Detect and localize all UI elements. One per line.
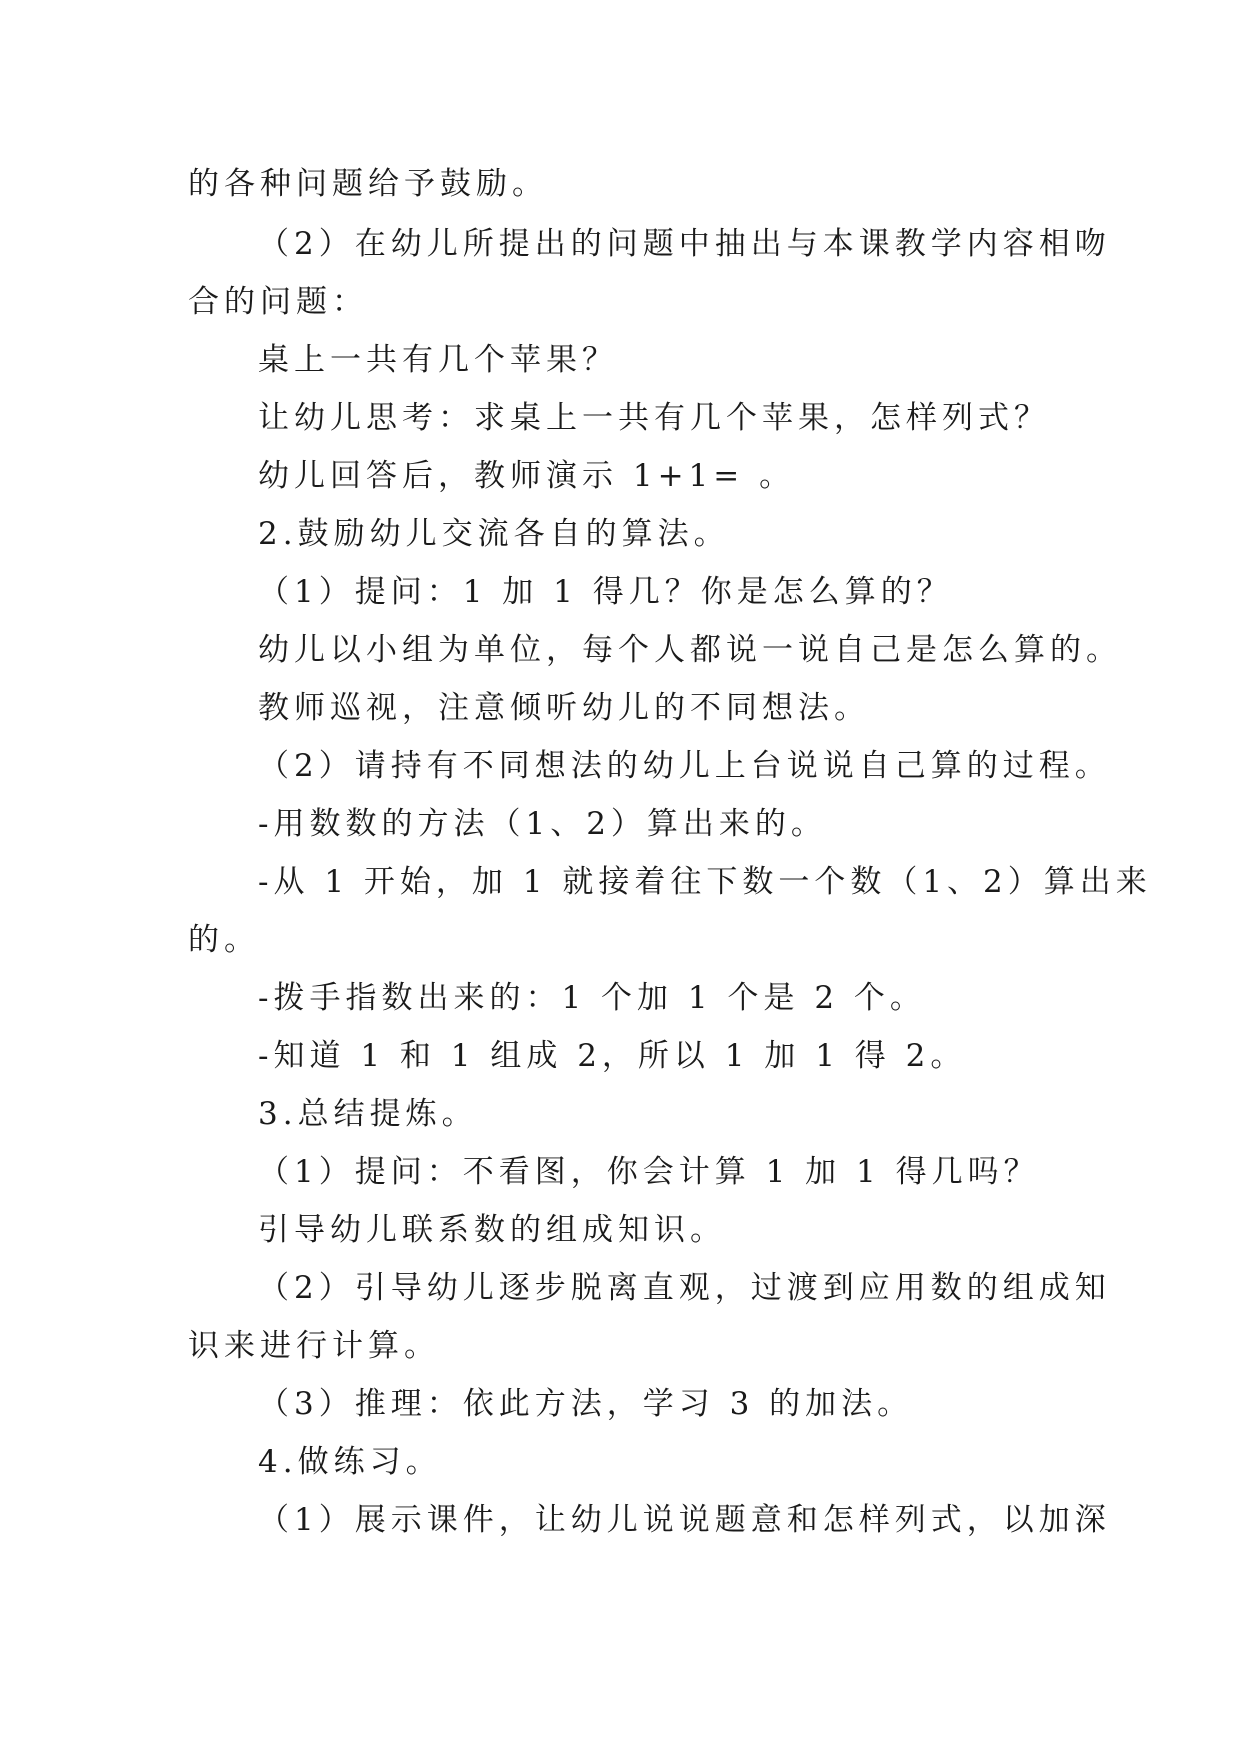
text-line: 识来进行计算。 (188, 1328, 440, 1364)
text-line: （1）提问：1 加 1 得几？你是怎么算的？ (258, 574, 953, 610)
text-line: 2.鼓励幼儿交流各自的算法。 (258, 516, 730, 552)
text-line: -拨手指数出来的：1 个加 1 个是 2 个。 (258, 980, 926, 1016)
text-line: 的。 (188, 922, 260, 958)
text-line: （2）引导幼儿逐步脱离直观，过渡到应用数的组成知 (258, 1270, 1111, 1306)
text-line: 教师巡视，注意倾听幼儿的不同想法。 (258, 690, 870, 726)
text-line: -从 1 开始，加 1 就接着往下数一个数（1、2）算出来 (258, 864, 1152, 900)
text-line: 合的问题： (188, 284, 368, 320)
text-line: 桌上一共有几个苹果？ (258, 342, 618, 378)
text-line: 3.总结提炼。 (258, 1096, 478, 1132)
text-line: （3）推理：依此方法，学习 3 的加法。 (258, 1386, 914, 1422)
text-line: （2）在幼儿所提出的问题中抽出与本课教学内容相吻 (258, 226, 1111, 262)
text-line: -知道 1 和 1 组成 2，所以 1 加 1 得 2。 (258, 1038, 967, 1074)
text-line: 幼儿回答后，教师演示 1+1= 。 (258, 458, 796, 494)
text-line: （1）展示课件，让幼儿说说题意和怎样列式，以加深 (258, 1502, 1111, 1538)
text-line: 让幼儿思考：求桌上一共有几个苹果，怎样列式？ (258, 400, 1050, 436)
text-line: 引导幼儿联系数的组成知识。 (258, 1212, 726, 1248)
text-line: 幼儿以小组为单位，每个人都说一说自己是怎么算的。 (258, 632, 1122, 668)
text-line: （1）提问：不看图，你会计算 1 加 1 得几吗？ (258, 1154, 1040, 1190)
text-line: 的各种问题给予鼓励。 (188, 166, 548, 202)
text-line: -用数数的方法（1、2）算出来的。 (258, 806, 827, 842)
text-line: （2）请持有不同想法的幼儿上台说说自己算的过程。 (258, 748, 1111, 784)
text-line: 4.做练习。 (258, 1444, 442, 1480)
